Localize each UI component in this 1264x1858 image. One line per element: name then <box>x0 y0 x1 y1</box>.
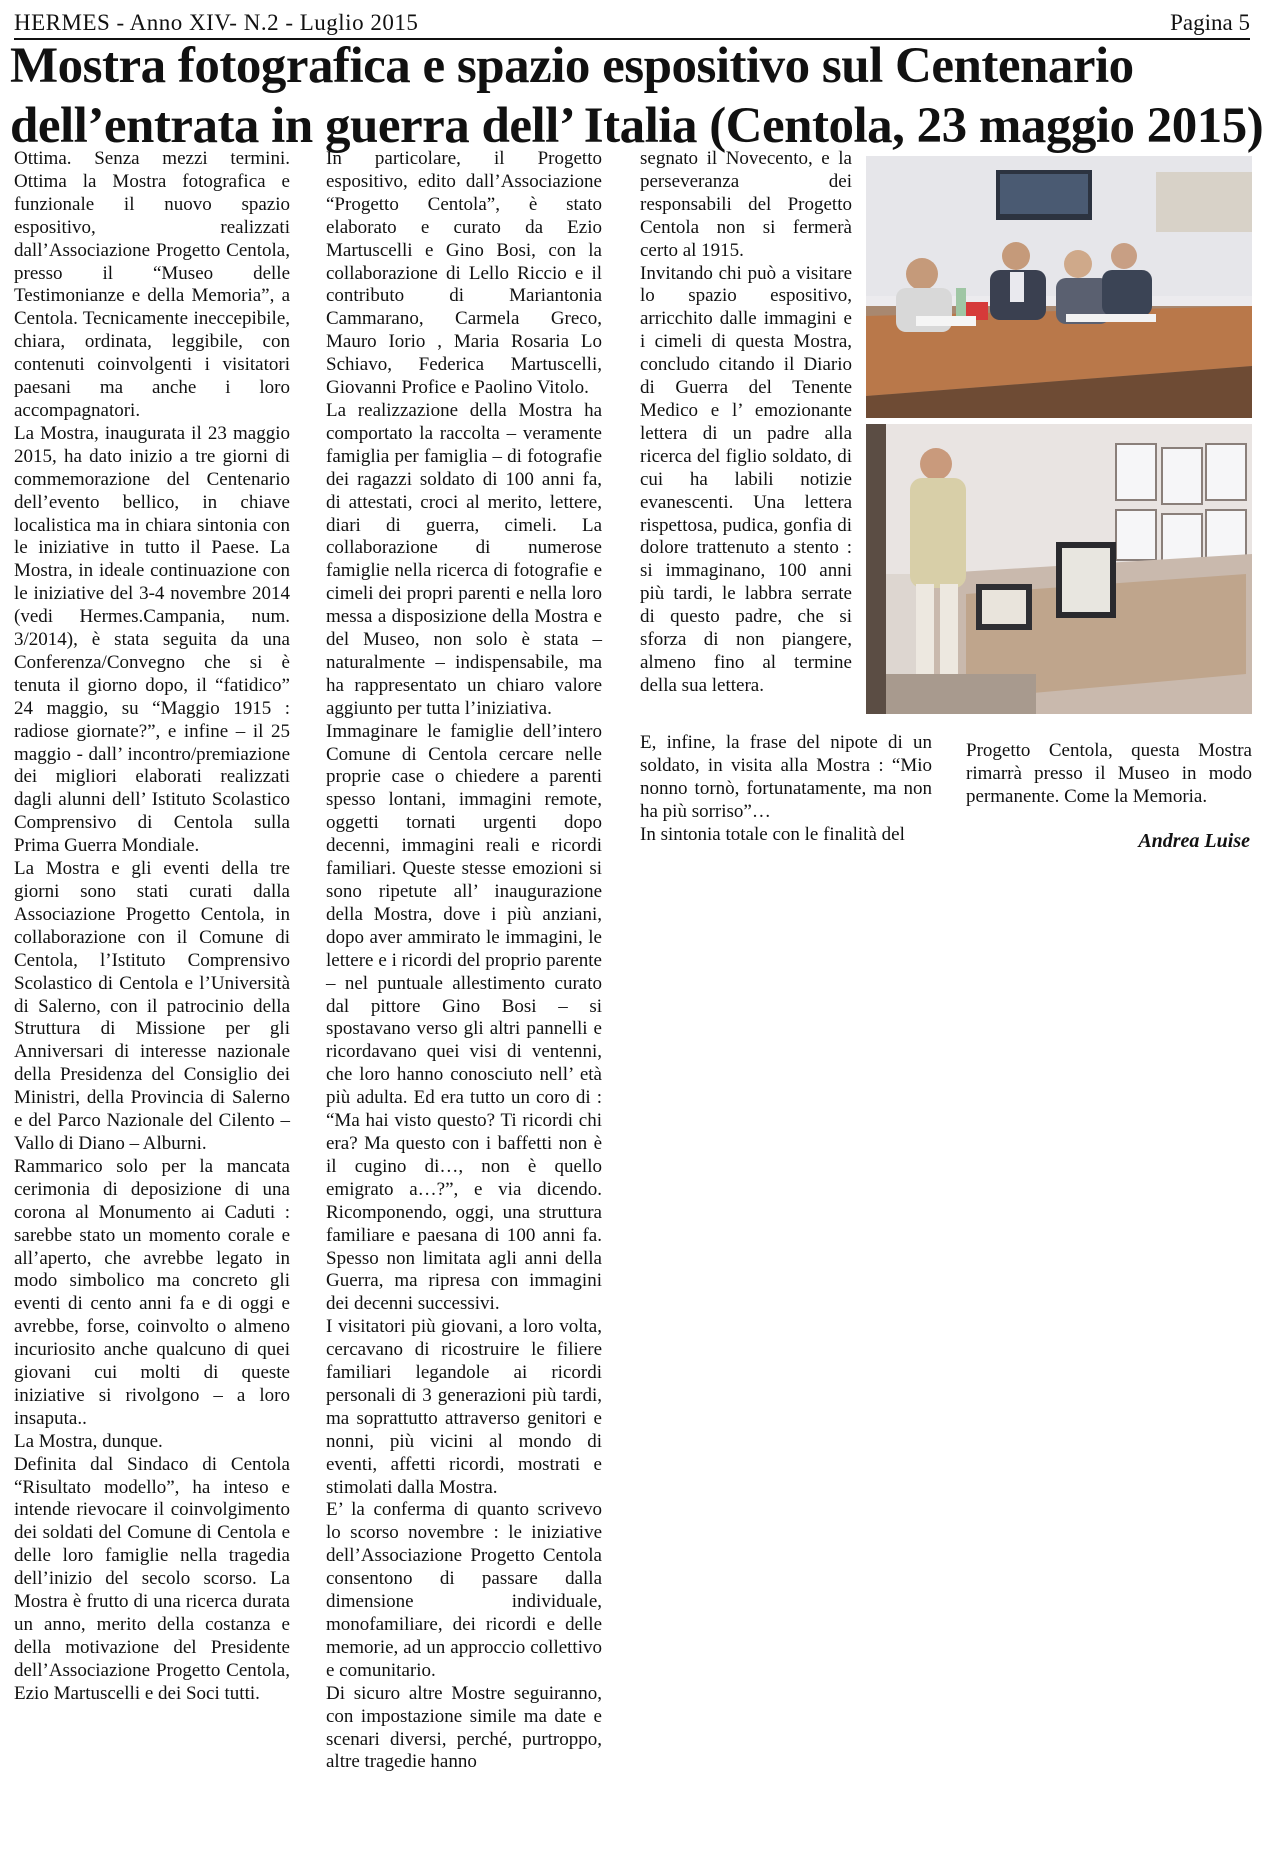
paragraph: In sintonia totale con le finalità del <box>640 823 905 845</box>
author-signature: Andrea Luise <box>1138 830 1250 852</box>
paragraph: Progetto Centola, questa Mostra rimarrà presso il Museo in modo permanente. Come la Memoria. <box>966 740 1252 807</box>
paragraph: In particolare, il Progetto espositivo, edito dall’Associazione “Progetto Centola”, è stato elaborato e curato da Ezio Martuscelli e Gino Bosi, con la collaborazione di Lello Riccio e il contributo di Mariantonia Cammarano, Carmela Greco, Mauro Iorio , Maria Rosaria Lo Schiavo, Federica Martuscelli, Giovanni Profice e Paolino Vitolo. <box>326 148 602 399</box>
paragraph: E’ la conferma di quanto scrivevo lo scorso novembre : le iniziative dell’Associazione Progetto Centola consentono di passare dalla dimensione individuale, monofamiliare, dei ricordi e delle memorie, ad un approccio collettivo e comunitario. <box>326 1499 602 1681</box>
exhibition-room-illustration <box>866 424 1252 714</box>
paragraph: Invitando chi può a visitare lo spazio espositivo, arricchito dalle immagini e i cimeli di questa Mostra, concludo citando il Diario di Guerra del Tenente Medico e l’ emozionante lettera di un padre alla ricerca del figlio soldato, di cui ha labili notizie evanescenti. Una lettera rispettosa, pudica, gonfia di dolore trattenuto a stento : si immaginano, 100 anni più tardi, le labbra serrate di questo padre, che si sforza di non piangere, almeno fino al termine della sua lettera. <box>640 262 852 696</box>
exhibition-room-photo <box>866 424 1252 714</box>
column-3 <box>640 148 852 698</box>
paragraph: La Mostra, inaugurata il 23 maggio 2015, ha dato inizio a tre giorni di commemorazione del Centenario dell’evento bellico, in chiave localistica ma in chiara sintonia con le iniziative in tutto il Paese. La Mostra, in ideale continuazione con le iniziative del 3-4 novembre 2014 (vedi Hermes.Campania, num. 3/2014), è stata seguita da una Conferenza/Convegno che si è tenuta il giorno dopo, il “fatidico” 24 maggio, su “Maggio 1915 : radiose giornate?”, e infine – il 25 maggio - dall’ incontro/premiazione dei migliori elaborati realizzati dagli alunni dell’ Istituto Scolastico Comprensivo di Centola sulla Prima Guerra Mondiale. <box>14 422 290 857</box>
column-3-continued <box>640 732 932 847</box>
paragraph: La realizzazione della Mostra ha comportato la raccolta – veramente famiglia per famiglia – di fotografie dei ragazzi soldato di 100 anni fa, di attestati, croci al merito, lettere, diari di guerra, cimeli. La collaborazione di numerose famiglie nella ricerca di fotografie e cimeli dei propri parenti e nella loro messa a disposizione della Mostra e del Museo, non solo è stata – naturalmente – indispensabile, ma ha rappresentato un chiaro valore aggiunto per tutta l’iniziativa. <box>326 399 602 719</box>
page-number: Pagina 5 <box>1170 10 1250 35</box>
column-1 <box>14 148 290 1706</box>
column-4 <box>966 740 1252 809</box>
paragraph: Rammarico solo per la mancata cerimonia di deposizione di una corona al Monumento ai Caduti : sarebbe stato un momento corale e all’aperto, che avrebbe legato in modo simbolico ma concreto gli eventi di cento anni fa e di oggi e avrebbe, forse, coinvolto o almeno incuriosito anche qualcuno di quei giovani cui molti di queste iniziative si rivolgono – a loro insaputa.. <box>14 1155 290 1429</box>
paragraph: segnato il Novecento, e la perseveranza dei responsabili del Progetto Centola non si fermerà certo al 1915. <box>640 148 852 261</box>
headline-line-2: dell’entrata in guerra dell’ Italia (Centola, 23 maggio 2015) <box>10 98 1264 154</box>
paragraph: Ottima. Senza mezzi termini. Ottima la Mostra fotografica e funzionale il nuovo spazio espositivo, realizzati dall’Associazione Progetto Centola, presso il “Museo delle Testimonianze e della Memoria”, a Centola. Tecnicamente ineccepibile, chiara, ordinata, leggibile, con contenuti coinvolgenti i visitatori paesani ma anche i loro accompagnatori. <box>14 148 290 421</box>
conference-table-illustration <box>866 156 1252 418</box>
conference-table-photo <box>866 156 1252 418</box>
paragraph: Immaginare le famiglie dell’intero Comune di Centola cercare nelle proprie case o chiedere a parenti spesso lontani, immagini remote, oggetti tornati urgenti dopo decenni, immagini reali e ricordi familiari. Queste stesse emozioni si sono ripetute all’ inaugurazione della Mostra, dove i più anziani, dopo aver ammirato le immagini, le lettere e i ricordi del proprio parente – nel puntuale allestimento curato dal pittore Gino Bosi – si spostavano verso gli altri pannelli e ricordavano quei visi di ventenni, che loro hanno conosciuto nell’ età più adulta. Ed era tutto un coro di : “Ma hai visto questo? Ti ricordi chi era? Ma questo con i baffetti non è il cugino di…, non è quello emigrato a…?”, e via dicendo. Ricomponendo, oggi, una struttura familiare e paesana di 100 anni fa. Spesso non limitata agli anni della Guerra, ma ripresa con immagini dei decenni successivi. <box>326 720 602 1315</box>
paragraph: La Mostra, dunque. <box>14 1430 163 1452</box>
paragraph: I visitatori più giovani, a loro volta, cercavano di ricostruire le filiere familiari legandole ai ricordi personali di 3 generazioni più tardi, ma soprattutto attraverso genitori e nonni, più vicini al mondo di eventi, affetti ricordi, mostrati e stimolati dalla Mostra. <box>326 1316 602 1498</box>
paragraph: Di sicuro altre Mostre seguiranno, con impostazione simile ma date e scenari diversi, perché, purtroppo, altre tragedie hanno <box>326 1682 602 1773</box>
paragraph: E, infine, la frase del nipote di un soldato, in visita alla Mostra : “Mio nonno tornò, fortunatamente, ma non ha più sorriso”… <box>640 732 932 822</box>
headline-line-1: Mostra fotografica e spazio espositivo sul Centenario <box>10 38 1134 94</box>
paragraph: Definita dal Sindaco di Centola “Risultato modello”, ha inteso e intende rievocare il coinvolgimento dei soldati del Comune di Centola e delle loro famiglie nella tragedia dell’inizio del secolo scorso. La Mostra è frutto di una ricerca durata un anno, merito della costanza e della motivazione del Presidente dell’Associazione Progetto Centola, Ezio Martuscelli e dei Soci tutti. <box>14 1453 290 1704</box>
article-headline <box>10 36 1264 156</box>
paragraph: La Mostra e gli eventi della tre giorni sono stati curati dalla Associazione Progetto Centola, in collaborazione con il Comune di Centola, l’Istituto Comprensivo Scolastico di Centola e l’Università di Salerno, con il patrocinio della Struttura di Missione per gli Anniversari di interesse nazionale della Presidenza del Consiglio dei Ministri, della Provincia di Salerno e del Parco Nazionale del Cilento – Vallo di Diano – Alburni. <box>14 858 290 1154</box>
column-2 <box>326 148 602 1774</box>
masthead: HERMES - Anno XIV- N.2 - Luglio 2015 <box>14 10 419 35</box>
